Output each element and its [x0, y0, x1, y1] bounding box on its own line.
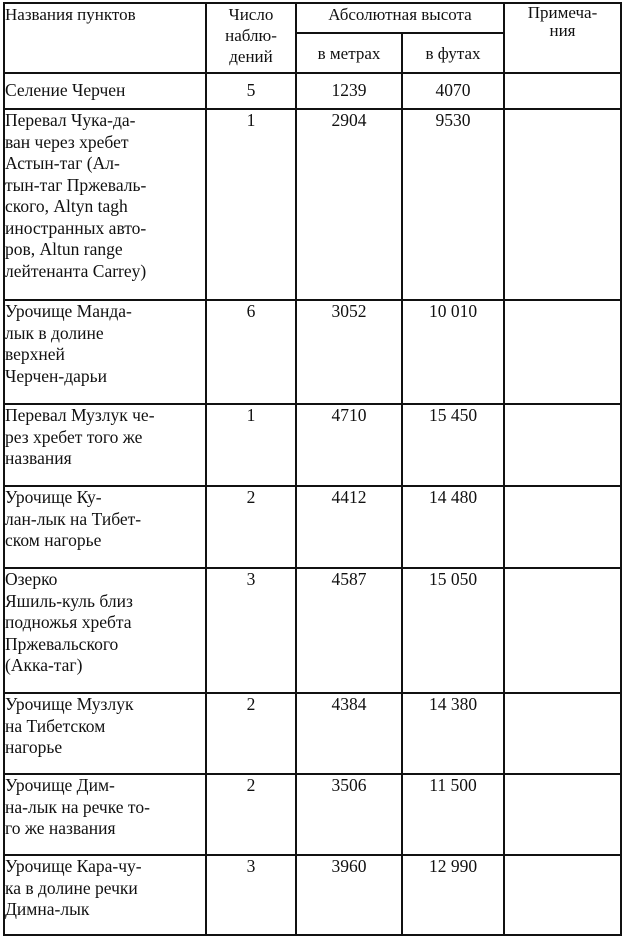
table-row	[4, 109, 621, 300]
row-feet: 11 500	[402, 774, 504, 855]
row-notes	[504, 404, 621, 486]
row-feet: 10 010	[402, 300, 504, 404]
row-feet: 14 480	[402, 486, 504, 568]
altitude-table	[3, 2, 622, 936]
table-row	[4, 568, 621, 693]
row-meters: 4412	[296, 486, 402, 568]
row-notes	[504, 300, 621, 404]
row-observations: 6	[206, 300, 296, 404]
table-row	[4, 486, 621, 568]
row-name: Урочище Ку- лан-лык на Тибет- ском нагорье	[4, 486, 206, 568]
row-observations: 3	[206, 855, 296, 935]
row-feet: 15 050	[402, 568, 504, 693]
row-meters: 3506	[296, 774, 402, 855]
row-meters: 2904	[296, 109, 402, 300]
row-name: Озерко Яшиль-куль близ подножья хребта Пржевальского (Акка-таг)	[4, 568, 206, 693]
row-feet: 14 380	[402, 693, 504, 774]
table-row	[4, 693, 621, 774]
table-row	[4, 73, 621, 109]
row-name: Урочище Дим- на-лык на речке то- го же названия	[4, 774, 206, 855]
row-meters: 3052	[296, 300, 402, 404]
row-observations: 1	[206, 404, 296, 486]
row-observations: 3	[206, 568, 296, 693]
row-notes	[504, 486, 621, 568]
header-feet: в футах	[402, 33, 504, 73]
row-feet: 15 450	[402, 404, 504, 486]
row-notes	[504, 774, 621, 855]
row-name: Перевал Музлук че- рез хребет того же названия	[4, 404, 206, 486]
row-name: Урочище Манда- лык в долине верхней Черчен-дарьи	[4, 300, 206, 404]
header-observations: Число наблю- дений	[206, 3, 296, 73]
row-notes	[504, 109, 621, 300]
row-name: Селение Черчен	[4, 73, 206, 109]
row-meters: 4710	[296, 404, 402, 486]
row-observations: 2	[206, 693, 296, 774]
row-notes	[504, 693, 621, 774]
row-name: Урочище Музлук на Тибетском нагорье	[4, 693, 206, 774]
row-meters: 4587	[296, 568, 402, 693]
header-notes: Примеча- ния	[504, 3, 621, 73]
row-meters: 3960	[296, 855, 402, 935]
row-feet: 4070	[402, 73, 504, 109]
row-feet: 9530	[402, 109, 504, 300]
row-notes	[504, 855, 621, 935]
table-row	[4, 774, 621, 855]
row-observations: 2	[206, 486, 296, 568]
row-notes	[504, 73, 621, 109]
header-name: Названия пунктов	[4, 3, 206, 73]
header-meters: в метрах	[296, 33, 402, 73]
row-feet: 12 990	[402, 855, 504, 935]
row-meters: 4384	[296, 693, 402, 774]
table-row	[4, 300, 621, 404]
row-name: Перевал Чука-да- ван через хребет Астын-таг (Ал- тын-таг Пржеваль- ского, Altyn tagh иностранных авто- ров, Altun range лейтенанта Carrey)	[4, 109, 206, 300]
row-name: Урочище Кара-чу- ка в долине речки Димна-лык	[4, 855, 206, 935]
header-altitude: Абсолютная высота	[296, 3, 504, 33]
row-observations: 1	[206, 109, 296, 300]
row-observations: 5	[206, 73, 296, 109]
table-row	[4, 404, 621, 486]
row-notes	[504, 568, 621, 693]
table-row	[4, 855, 621, 935]
row-meters: 1239	[296, 73, 402, 109]
row-observations: 2	[206, 774, 296, 855]
